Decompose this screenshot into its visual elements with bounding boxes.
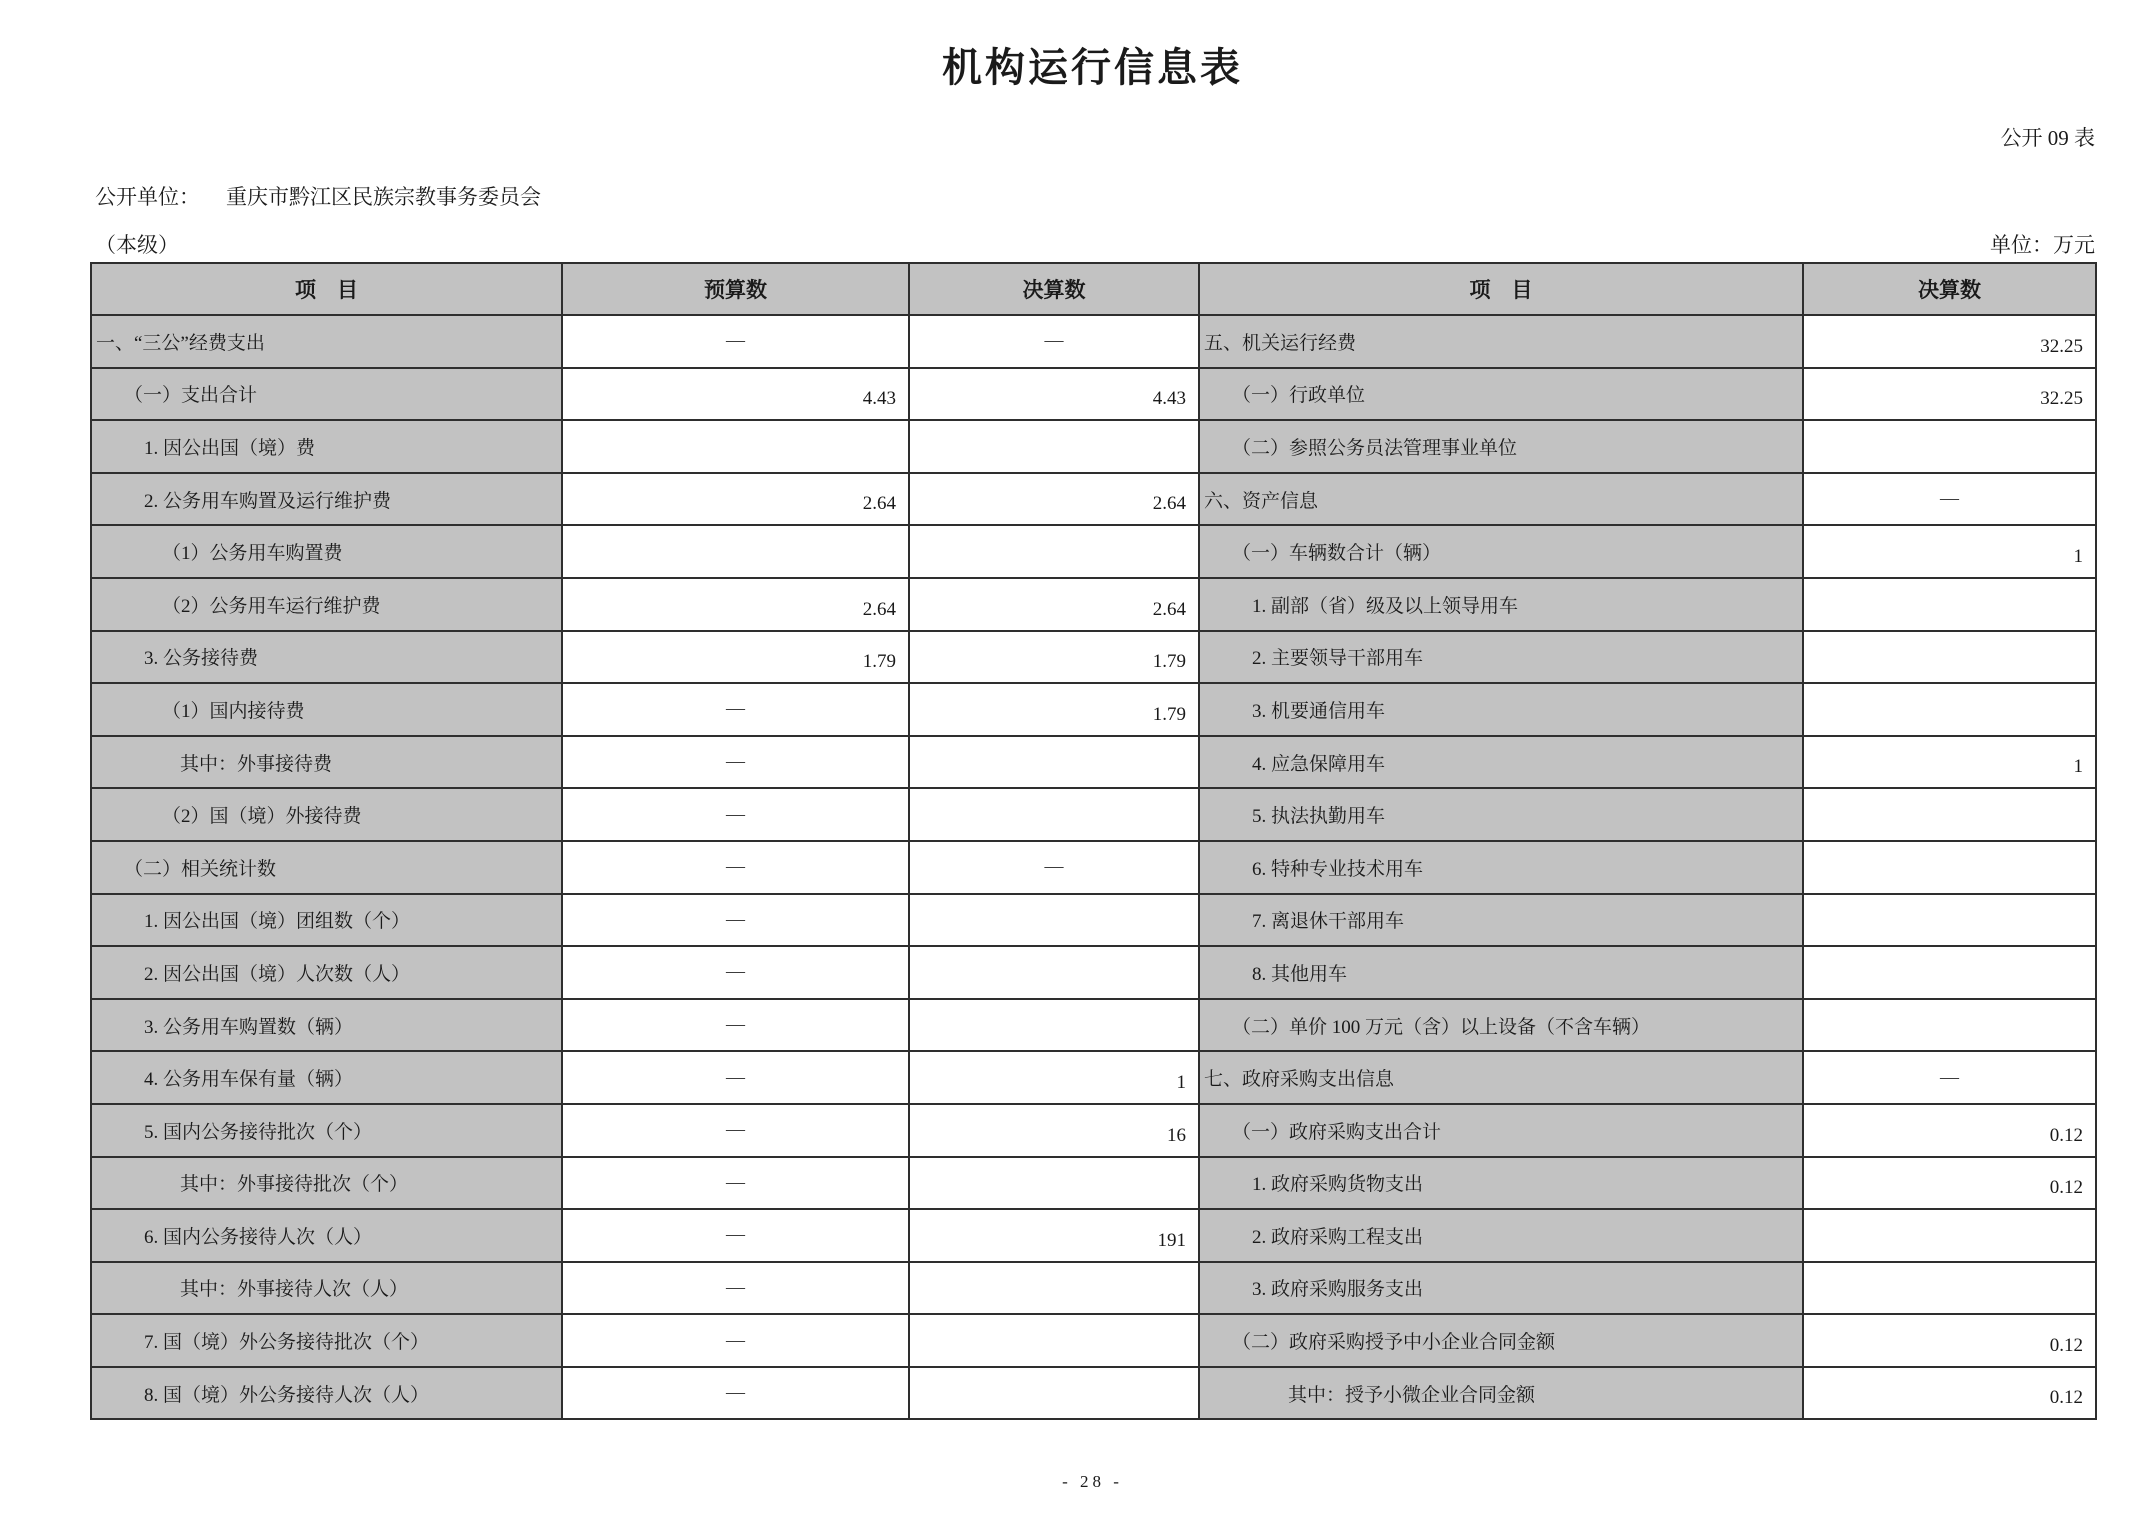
item-cell: 2. 政府采购工程支出: [1199, 1209, 1803, 1262]
item-cell: 1. 因公出国（境）费: [91, 420, 562, 473]
value-cell: 1.79: [909, 631, 1199, 684]
table-header-row: [91, 263, 2096, 315]
value-cell: 191: [909, 1209, 1199, 1262]
value-cell: —: [562, 1209, 909, 1262]
item-cell: 其中：外事接待费: [91, 736, 562, 789]
value-cell: 4.43: [909, 368, 1199, 421]
item-cell: 一、“三公”经费支出: [91, 315, 562, 368]
value-cell: [1803, 420, 2096, 473]
item-cell: （2）公务用车运行维护费: [91, 578, 562, 631]
item-cell: 2. 因公出国（境）人次数（人）: [91, 946, 562, 999]
table-row: [91, 1367, 2096, 1420]
value-cell: [1803, 631, 2096, 684]
value-cell: —: [1803, 473, 2096, 526]
value-cell: [909, 1157, 1199, 1210]
table-row: [91, 1262, 2096, 1315]
item-cell: （一）政府采购支出合计: [1199, 1104, 1803, 1157]
item-cell: （2）国（境）外接待费: [91, 788, 562, 841]
item-cell: 3. 政府采购服务支出: [1199, 1262, 1803, 1315]
value-cell: [562, 525, 909, 578]
item-cell: 7. 离退休干部用车: [1199, 894, 1803, 947]
value-cell: —: [562, 788, 909, 841]
info-table: [90, 262, 2097, 1420]
item-cell: 4. 公务用车保有量（辆）: [91, 1051, 562, 1104]
value-cell: [909, 525, 1199, 578]
value-cell: —: [562, 683, 909, 736]
item-cell: （一）行政单位: [1199, 368, 1803, 421]
table-row: [91, 946, 2096, 999]
item-cell: 3. 公务接待费: [91, 631, 562, 684]
value-cell: —: [562, 999, 909, 1052]
value-cell: [909, 1314, 1199, 1367]
item-cell: 7. 国（境）外公务接待批次（个）: [91, 1314, 562, 1367]
item-cell: 8. 其他用车: [1199, 946, 1803, 999]
value-cell: 0.12: [1803, 1157, 2096, 1210]
item-cell: 5. 执法执勤用车: [1199, 788, 1803, 841]
value-cell: —: [562, 841, 909, 894]
value-cell: —: [562, 315, 909, 368]
value-cell: [1803, 999, 2096, 1052]
page-number: - 28 -: [1062, 1472, 1123, 1491]
item-cell: 6. 特种专业技术用车: [1199, 841, 1803, 894]
table-row: [91, 420, 2096, 473]
item-cell: 其中：外事接待人次（人）: [91, 1262, 562, 1315]
item-cell: 1. 政府采购货物支出: [1199, 1157, 1803, 1210]
value-cell: 2.64: [562, 578, 909, 631]
value-cell: —: [562, 1157, 909, 1210]
value-cell: [909, 788, 1199, 841]
table-row: [91, 1104, 2096, 1157]
item-cell: （一）支出合计: [91, 368, 562, 421]
item-cell: （二）相关统计数: [91, 841, 562, 894]
value-cell: [909, 946, 1199, 999]
value-cell: [909, 894, 1199, 947]
table-row: [91, 736, 2096, 789]
table-row: [91, 1051, 2096, 1104]
value-cell: —: [562, 736, 909, 789]
value-cell: 32.25: [1803, 368, 2096, 421]
item-cell: （二）政府采购授予中小企业合同金额: [1199, 1314, 1803, 1367]
item-cell: 3. 公务用车购置数（辆）: [91, 999, 562, 1052]
item-cell: 4. 应急保障用车: [1199, 736, 1803, 789]
value-cell: [1803, 1209, 2096, 1262]
value-cell: —: [562, 1262, 909, 1315]
value-cell: —: [562, 894, 909, 947]
value-cell: —: [562, 1314, 909, 1367]
table-row: [91, 788, 2096, 841]
table-row: [91, 473, 2096, 526]
value-cell: [909, 420, 1199, 473]
value-cell: —: [562, 1051, 909, 1104]
value-cell: 1: [1803, 736, 2096, 789]
item-cell: 6. 国内公务接待人次（人）: [91, 1209, 562, 1262]
value-cell: [1803, 841, 2096, 894]
item-cell: 5. 国内公务接待批次（个）: [91, 1104, 562, 1157]
item-cell: 七、政府采购支出信息: [1199, 1051, 1803, 1104]
value-cell: [1803, 946, 2096, 999]
item-cell: 其中：授予小微企业合同金额: [1199, 1367, 1803, 1420]
item-cell: （二）参照公务员法管理事业单位: [1199, 420, 1803, 473]
value-cell: 2.64: [909, 473, 1199, 526]
form-code-label: 公开 09 表: [2000, 126, 2095, 150]
item-cell: 1. 副部（省）级及以上领导用车: [1199, 578, 1803, 631]
value-cell: [1803, 683, 2096, 736]
table-row: [91, 841, 2096, 894]
table-row: [91, 525, 2096, 578]
value-cell: 1: [909, 1051, 1199, 1104]
value-cell: —: [909, 841, 1199, 894]
table-row: [91, 1209, 2096, 1262]
value-cell: —: [562, 946, 909, 999]
value-cell: [1803, 788, 2096, 841]
value-cell: —: [562, 1104, 909, 1157]
publisher-label: 公开单位：: [95, 185, 200, 209]
value-cell: 16: [909, 1104, 1199, 1157]
item-cell: 其中：外事接待批次（个）: [91, 1157, 562, 1210]
table-row: [91, 1314, 2096, 1367]
item-cell: 五、机关运行经费: [1199, 315, 1803, 368]
header-budget: 预算数: [562, 263, 909, 315]
value-cell: [1803, 1262, 2096, 1315]
value-cell: [909, 1262, 1199, 1315]
item-cell: （1）公务用车购置费: [91, 525, 562, 578]
value-cell: 2.64: [562, 473, 909, 526]
table-row: [91, 368, 2096, 421]
value-cell: 1.79: [562, 631, 909, 684]
item-cell: （二）单价 100 万元（含）以上设备（不含车辆）: [1199, 999, 1803, 1052]
item-cell: 8. 国（境）外公务接待人次（人）: [91, 1367, 562, 1420]
item-cell: （1）国内接待费: [91, 683, 562, 736]
header-item-left: 项 目: [91, 263, 562, 315]
table-row: [91, 999, 2096, 1052]
value-cell: 0.12: [1803, 1314, 2096, 1367]
value-cell: [1803, 894, 2096, 947]
unit-note: 单位：万元: [1990, 233, 2095, 257]
table-row: [91, 578, 2096, 631]
value-cell: —: [1803, 1051, 2096, 1104]
header-final-left: 决算数: [909, 263, 1199, 315]
page-title: 机构运行信息表: [942, 45, 1243, 90]
table-row: [91, 683, 2096, 736]
table-row: [91, 315, 2096, 368]
value-cell: [562, 420, 909, 473]
table-row: [91, 1157, 2096, 1210]
table-row: [91, 894, 2096, 947]
publisher-line: [95, 181, 541, 211]
value-cell: 32.25: [1803, 315, 2096, 368]
table-row: [91, 631, 2096, 684]
value-cell: [1803, 578, 2096, 631]
item-cell: 六、资产信息: [1199, 473, 1803, 526]
value-cell: [909, 1367, 1199, 1420]
value-cell: 0.12: [1803, 1367, 2096, 1420]
value-cell: [909, 999, 1199, 1052]
value-cell: 1.79: [909, 683, 1199, 736]
item-cell: 2. 公务用车购置及运行维护费: [91, 473, 562, 526]
value-cell: 1: [1803, 525, 2096, 578]
value-cell: 0.12: [1803, 1104, 2096, 1157]
item-cell: 1. 因公出国（境）团组数（个）: [91, 894, 562, 947]
value-cell: —: [562, 1367, 909, 1420]
header-item-right: 项 目: [1199, 263, 1803, 315]
publisher-name: 重庆市黔江区民族宗教事务委员会: [226, 185, 541, 209]
value-cell: [909, 736, 1199, 789]
value-cell: 2.64: [909, 578, 1199, 631]
level-note: （本级）: [95, 233, 179, 257]
value-cell: —: [909, 315, 1199, 368]
item-cell: 3. 机要通信用车: [1199, 683, 1803, 736]
header-final-right: 决算数: [1803, 263, 2096, 315]
item-cell: （一）车辆数合计（辆）: [1199, 525, 1803, 578]
value-cell: 4.43: [562, 368, 909, 421]
item-cell: 2. 主要领导干部用车: [1199, 631, 1803, 684]
